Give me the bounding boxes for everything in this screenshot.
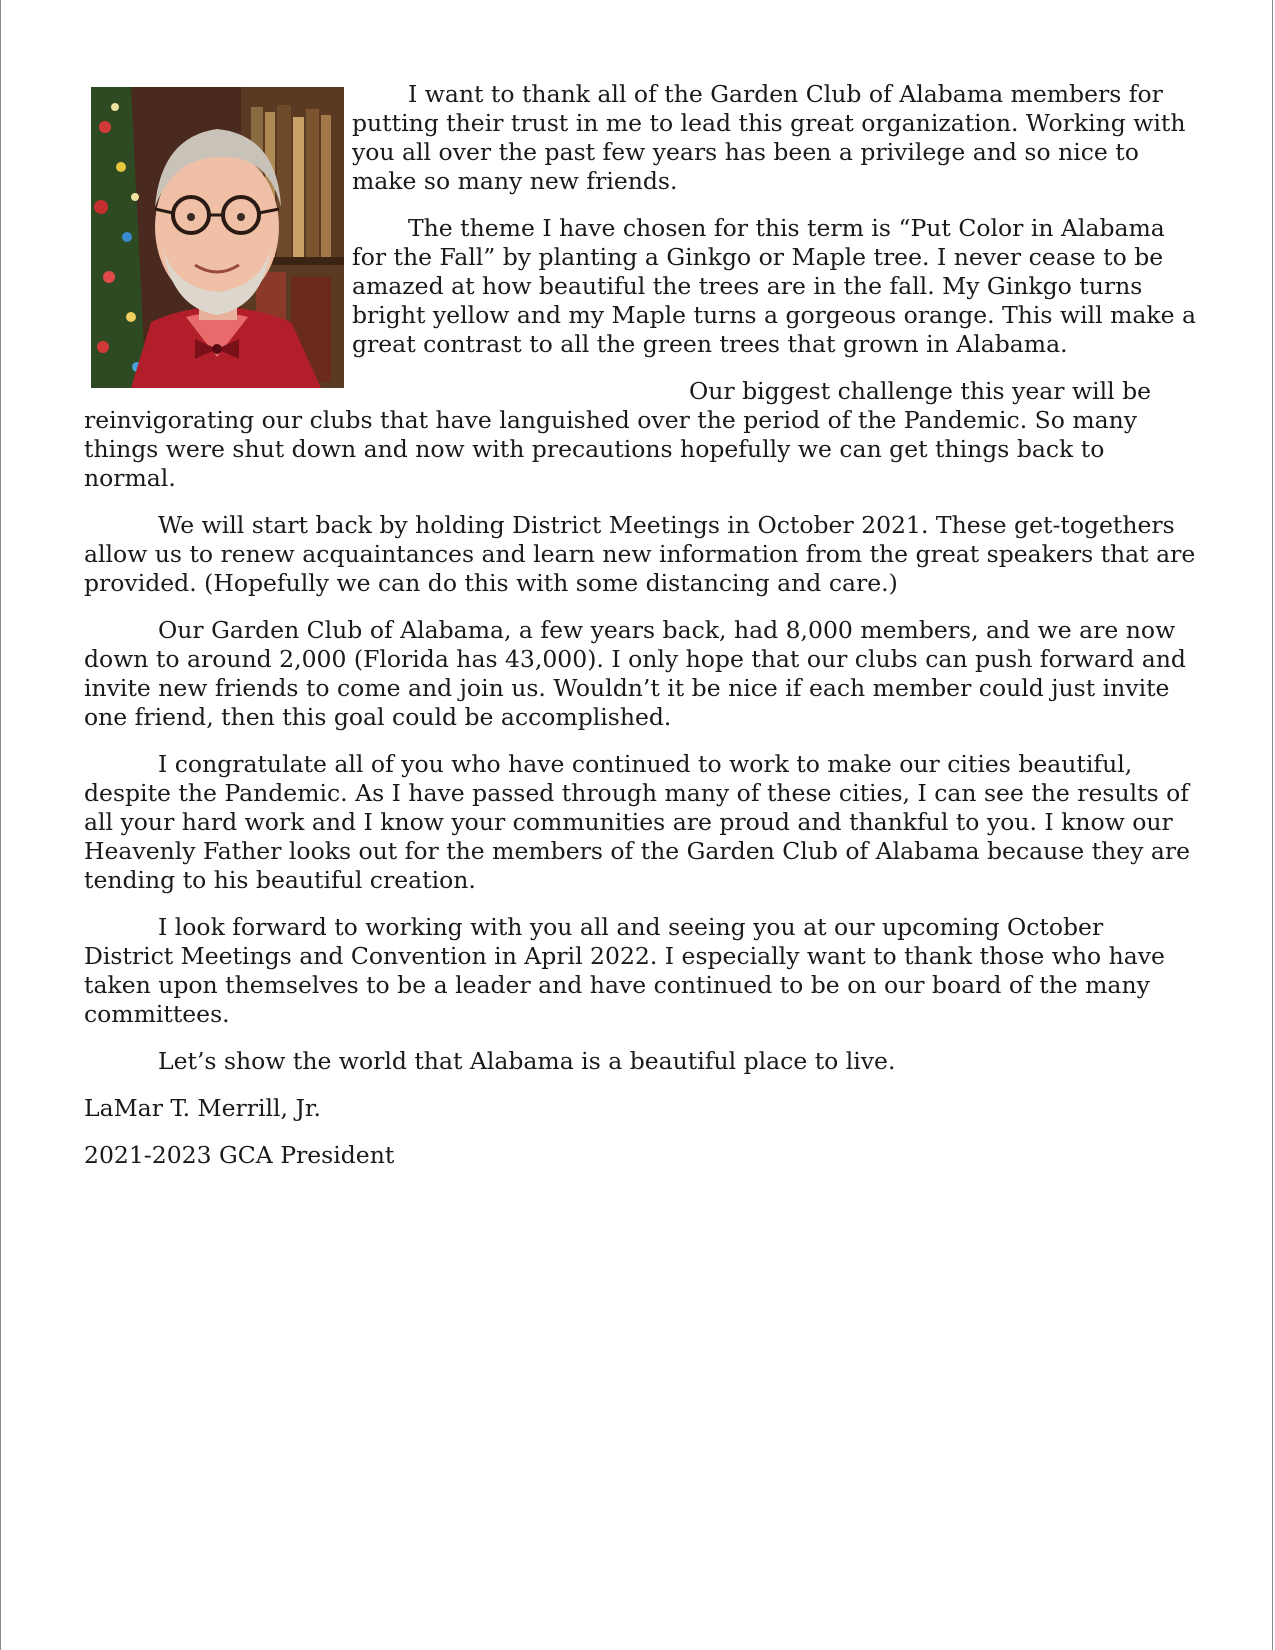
paragraph-district-meetings: We will start back by holding District Meetings in October 2021. These get-togethers allow us to renew acquaintances and learn new information from the great speakers that are provided. (Hopefully we can do this with some distancing and care.) — [84, 511, 1196, 597]
paragraph-closing: Let’s show the world that Alabama is a beautiful place to live. — [158, 1047, 896, 1075]
signature-title: 2021-2023 GCA President — [84, 1141, 395, 1169]
signature-name: LaMar T. Merrill, Jr. — [84, 1094, 322, 1122]
paragraph-challenge: Our biggest challenge this year will be reinvigorating our clubs that have languished over the period of the Pandemic. So many things were shut down and now with precautions hopefully we can get things back to normal. — [84, 377, 1152, 492]
paragraph-congratulations: I congratulate all of you who have continued to work to make our cities beautiful, despite the Pandemic. As I have passed through many of these cities, I can see the results of all your hard work and I know your communities are proud and thankful to you. I know our Heavenly Father looks out for the members of the Garden Club of Alabama because they are tending to his beautiful creation. — [84, 750, 1191, 894]
portrait-photo-icon — [91, 87, 344, 388]
letter-body — [84, 80, 1196, 1188]
paragraph-thanks: I want to thank all of the Garden Club of Alabama members for putting their trust in me to lead this great organization. Working with you all over the past few years has been a privilege and so nice to make so many new friends. — [352, 80, 1186, 195]
paragraph-membership: Our Garden Club of Alabama, a few years back, had 8,000 members, and we are now down to around 2,000 (Florida has 43,000). I only hope that our clubs can push forward and invite new friends to come and join us. Wouldn’t it be nice if each member could just invite one friend, then this goal could be accomplished. — [84, 616, 1186, 731]
paragraph-theme: The theme I have chosen for this term is “Put Color in Alabama for the Fall” by planting a Ginkgo or Maple tree. I never cease to be amazed at how beautiful the trees are in the fall. My Ginkgo turns bright yellow and my Maple turns a gorgeous orange. This will make a great contrast to all the green trees that grown in Alabama. — [352, 214, 1197, 358]
paragraph-look-forward: I look forward to working with you all and seeing you at our upcoming October District Meetings and Convention in April 2022. I especially want to thank those who have taken upon themselves to be a leader and have continued to be on our board of the many committees. — [84, 913, 1165, 1028]
